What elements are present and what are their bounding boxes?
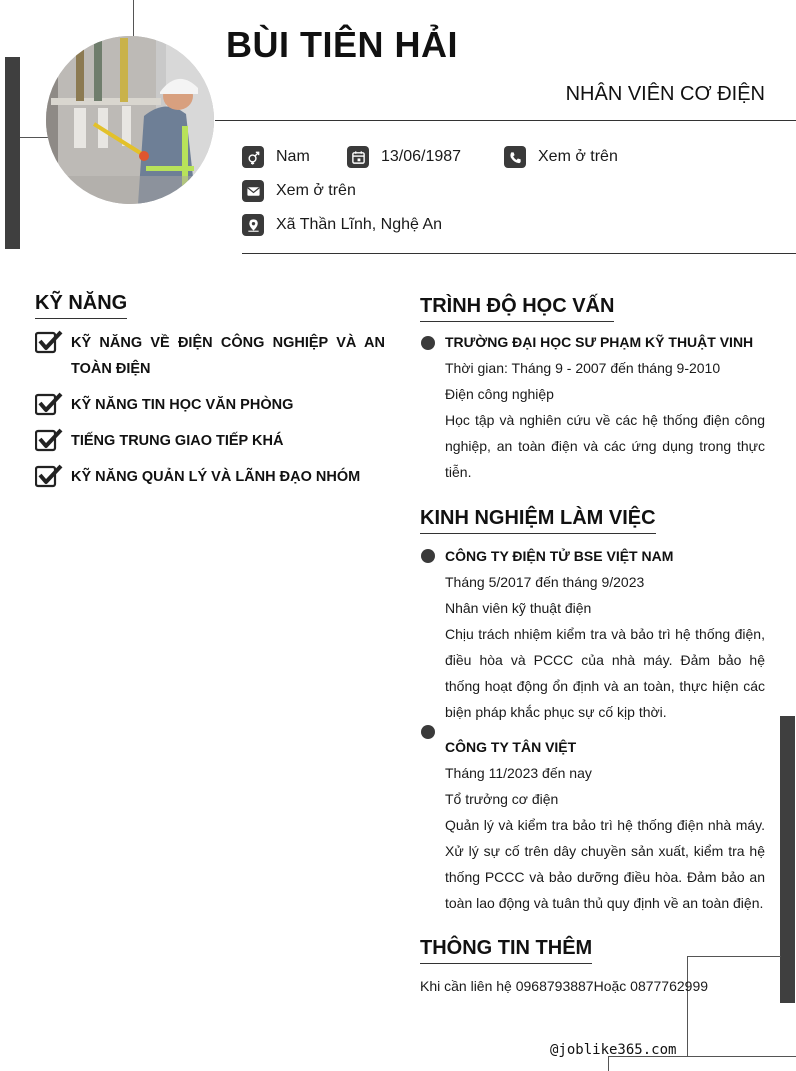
experience-position: Tổ trưởng cơ điện [445,791,559,807]
timeline-dot [421,549,435,563]
contact-phone [504,146,618,168]
additional-text: Khi cần liên hệ 0968793887Hoặc 0877762999 [420,978,709,994]
experience-position: Nhân viên kỹ thuật điện [445,600,592,616]
mail-icon [242,180,264,202]
education-section-title [420,295,614,322]
skill-label: KỸ NĂNG VỀ ĐIỆN CÔNG NGHIỆP VÀ AN TOÀN ĐIỆN [71,335,385,377]
education-description: Học tập và nghiên cứu về các hệ thống điện công nghiệp, an toàn điện và các ứng dụng trong thực tiễn. [445,412,765,480]
decorative-bar-left [5,57,20,249]
company-name: CÔNG TY TÂN VIỆT [445,739,577,755]
education-major: Điện công nghiệp [445,386,554,402]
experience-entry [445,543,765,725]
checkmark-box-icon [35,464,63,488]
calendar-icon [347,146,369,168]
education-time: Thời gian: Tháng 9 - 2007 đến tháng 9-2010 [445,360,721,376]
watermark-text: @joblike365.com [550,1042,677,1058]
phone-value: Xem ở trên [538,148,618,165]
location-pin-icon [242,214,264,236]
experience-time: Tháng 5/2017 đến tháng 9/2023 [445,574,645,590]
company-name: CÔNG TY ĐIỆN TỬ BSE VIỆT NAM [445,548,674,564]
skill-item [35,330,385,382]
contact-birthdate [347,146,461,168]
timeline-dot [421,336,435,350]
additional-heading: THÔNG TIN THÊM [420,937,592,964]
candidate-name: BÙI TIÊN HẢI [226,24,459,65]
skill-item [35,464,385,490]
experience-time: Tháng 11/2023 đến nay [445,765,592,781]
title-divider [215,120,796,121]
skill-item [35,428,385,454]
birthdate-value: 13/06/1987 [381,148,462,165]
gender-icon [242,146,264,168]
additional-section-title [420,937,592,964]
checkmark-box-icon [35,392,63,416]
contact-email [242,180,356,202]
skills-heading: KỸ NĂNG [35,292,127,319]
experience-entry [445,734,765,916]
contact-address [242,214,442,236]
school-name: TRƯỜNG ĐẠI HỌC SƯ PHẠM KỸ THUẬT VINH [445,334,754,350]
email-value: Xem ở trên [276,182,356,199]
timeline-dot [421,725,435,739]
decorative-box-bottom [687,956,781,1057]
address-value: Xã Thần Lĩnh, Nghệ An [276,216,443,233]
decorative-line-photo [20,137,48,138]
skill-label: KỸ NĂNG TIN HỌC VĂN PHÒNG [71,397,294,413]
experience-description: Chịu trách nhiệm kiểm tra và bảo trì hệ thống điện, điều hòa và PCCC của nhà máy. Đảm bảo hệ thống hoạt động ổn định và an toàn, thực hiện các biện pháp khắc phục sự cố kịp thời. [445,626,765,720]
education-entry [445,329,765,485]
contact-gender [242,146,310,168]
gender-value: Nam [276,148,310,165]
contact-divider [242,253,796,254]
skill-label: KỸ NĂNG QUẢN LÝ VÀ LÃNH ĐẠO NHÓM [71,469,361,485]
photo-illustration [46,36,214,204]
decorative-line-top [133,0,134,38]
decorative-line-bottom-vertical [608,1056,609,1071]
checkmark-box-icon [35,330,63,354]
experience-description: Quản lý và kiểm tra bảo trì hệ thống điện nhà máy. Xử lý sự cố trên dây chuyền sản xuất, kiểm tra hệ thống PCCC và bảo dưỡng điều hòa. Đảm bảo an toàn lao động và tuân thủ quy định về an toàn điện. [445,817,765,911]
decorative-bar-right [780,716,795,1003]
skills-section-title [35,292,127,319]
experience-heading: KINH NGHIỆM LÀM VIỆC [420,507,656,534]
education-heading: TRÌNH ĐỘ HỌC VẤN [420,295,614,322]
experience-section-title [420,507,656,534]
profile-photo [46,36,214,204]
skill-label: TIẾNG TRUNG GIAO TIẾP KHÁ [71,433,284,449]
phone-icon [504,146,526,168]
job-title: NHÂN VIÊN CƠ ĐIỆN [565,83,765,105]
skill-item [35,392,385,418]
checkmark-box-icon [35,428,63,452]
